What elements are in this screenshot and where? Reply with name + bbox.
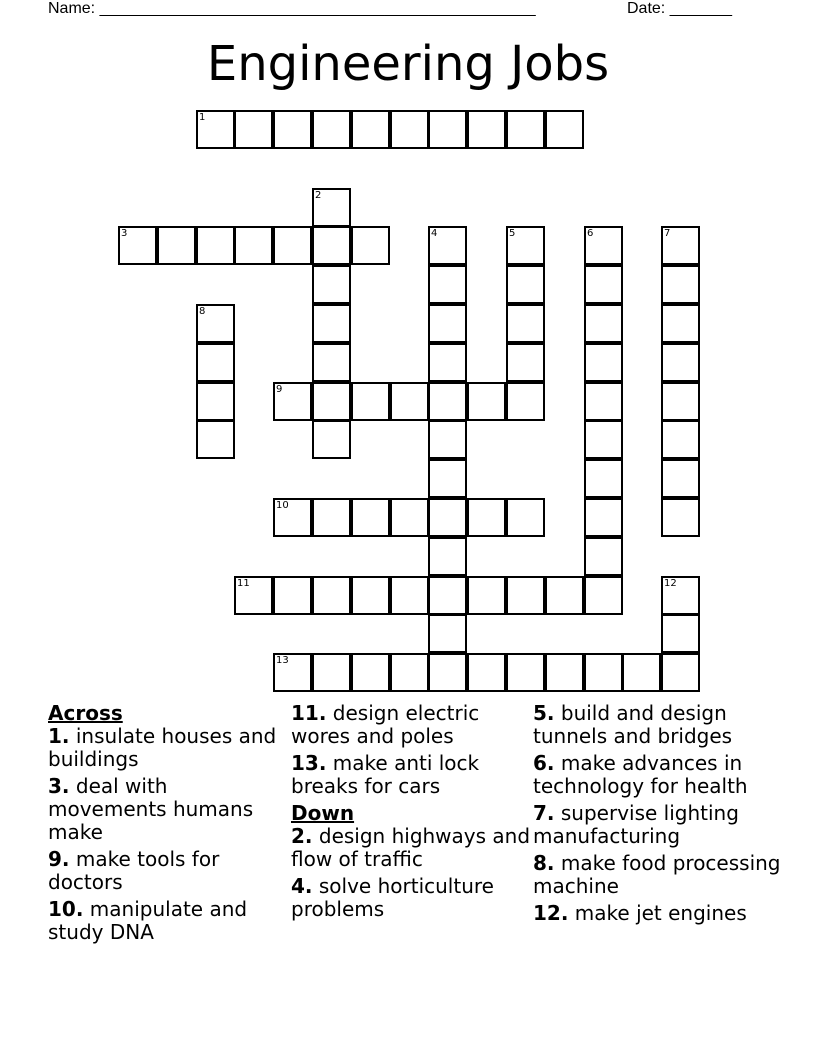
grid-cell[interactable] xyxy=(661,459,700,498)
clues-column-2 xyxy=(291,702,531,925)
grid-cell[interactable] xyxy=(351,226,390,265)
grid-cell[interactable] xyxy=(506,653,545,692)
grid-cell[interactable] xyxy=(506,226,545,265)
grid-cell[interactable] xyxy=(428,537,467,576)
clue-number: 13. xyxy=(291,751,327,775)
grid-cell[interactable] xyxy=(584,420,623,459)
grid-cell[interactable] xyxy=(390,576,429,615)
grid-cell[interactable] xyxy=(428,226,467,265)
grid-cell[interactable] xyxy=(196,382,235,421)
grid-cell[interactable] xyxy=(467,110,506,149)
grid-cell[interactable] xyxy=(196,343,235,382)
grid-cell[interactable] xyxy=(584,382,623,421)
grid-cell[interactable] xyxy=(661,420,700,459)
cell-number: 7 xyxy=(664,228,671,239)
grid-cell[interactable] xyxy=(584,265,623,304)
grid-cell[interactable] xyxy=(196,304,235,343)
page-title: Engineering Jobs xyxy=(206,36,610,92)
clue-across-11 xyxy=(291,702,531,748)
grid-cell[interactable] xyxy=(467,382,506,421)
grid-cell[interactable] xyxy=(661,653,700,692)
grid-cell[interactable] xyxy=(584,304,623,343)
clue-number: 4. xyxy=(291,874,313,898)
grid-cell[interactable] xyxy=(312,226,351,265)
grid-cell[interactable] xyxy=(428,382,467,421)
clue-number: 7. xyxy=(533,801,555,825)
clue-down-7 xyxy=(533,802,783,848)
grid-cell[interactable] xyxy=(584,343,623,382)
clue-text: make food processing machine xyxy=(533,851,781,898)
grid-cell[interactable] xyxy=(661,265,700,304)
clue-number: 11. xyxy=(291,701,327,725)
clue-text: build and design tunnels and bridges xyxy=(533,701,733,748)
grid-cell[interactable] xyxy=(428,653,467,692)
grid-cell[interactable] xyxy=(273,226,312,265)
grid-cell[interactable] xyxy=(118,226,157,265)
clue-number: 3. xyxy=(48,774,70,798)
clue-down-6 xyxy=(533,752,783,798)
grid-cell[interactable] xyxy=(157,226,196,265)
clues-column-1 xyxy=(48,702,288,948)
grid-cell[interactable] xyxy=(234,110,273,149)
cell-number: 8 xyxy=(199,306,206,317)
grid-cell[interactable] xyxy=(661,382,700,421)
grid-cell[interactable] xyxy=(467,498,506,537)
cell-number: 12 xyxy=(664,578,677,589)
grid-cell[interactable] xyxy=(390,653,429,692)
clue-text: insulate houses and buildings xyxy=(48,724,277,771)
grid-cell[interactable] xyxy=(428,265,467,304)
clue-text: manipulate and study DNA xyxy=(48,897,248,944)
cell-number: 13 xyxy=(276,655,289,666)
grid-cell[interactable] xyxy=(390,110,429,149)
grid-cell[interactable] xyxy=(234,576,273,615)
clue-across-3 xyxy=(48,775,288,844)
clue-number: 12. xyxy=(533,901,569,925)
cell-number: 3 xyxy=(121,228,128,239)
grid-cell[interactable] xyxy=(273,653,312,692)
grid-cell[interactable] xyxy=(506,343,545,382)
grid-cell[interactable] xyxy=(351,576,390,615)
grid-cell[interactable] xyxy=(312,110,351,149)
grid-cell[interactable] xyxy=(506,110,545,149)
grid-cell[interactable] xyxy=(273,382,312,421)
grid-cell[interactable] xyxy=(428,498,467,537)
grid-cell[interactable] xyxy=(312,653,351,692)
grid-cell[interactable] xyxy=(584,537,623,576)
cell-number: 2 xyxy=(315,190,322,201)
grid-cell[interactable] xyxy=(390,382,429,421)
grid-cell[interactable] xyxy=(428,576,467,615)
clue-text: make jet engines xyxy=(574,901,747,925)
clue-text: solve horticulture problems xyxy=(291,874,494,921)
grid-cell[interactable] xyxy=(428,304,467,343)
clue-number: 1. xyxy=(48,724,70,748)
grid-cell[interactable] xyxy=(428,459,467,498)
cell-number: 6 xyxy=(587,228,594,239)
grid-cell[interactable] xyxy=(273,110,312,149)
grid-cell[interactable] xyxy=(661,614,700,653)
grid-cell[interactable] xyxy=(584,226,623,265)
grid-cell[interactable] xyxy=(312,382,351,421)
cell-number: 5 xyxy=(509,228,516,239)
grid-cell[interactable] xyxy=(312,576,351,615)
across-heading: Across xyxy=(48,701,123,725)
clues-column-3 xyxy=(533,702,783,929)
clue-down-4 xyxy=(291,875,531,921)
clue-across-13 xyxy=(291,752,531,798)
grid-cell[interactable] xyxy=(273,498,312,537)
grid-cell[interactable] xyxy=(661,498,700,537)
cell-number: 10 xyxy=(276,500,289,511)
grid-cell[interactable] xyxy=(428,420,467,459)
grid-cell[interactable] xyxy=(312,265,351,304)
grid-cell[interactable] xyxy=(506,382,545,421)
grid-cell[interactable] xyxy=(506,576,545,615)
grid-cell[interactable] xyxy=(467,576,506,615)
clue-across-1 xyxy=(48,725,288,771)
clue-text: make anti lock breaks for cars xyxy=(291,751,480,798)
clue-number: 5. xyxy=(533,701,555,725)
grid-cell[interactable] xyxy=(312,498,351,537)
clue-down-12 xyxy=(533,902,783,925)
grid-cell[interactable] xyxy=(506,304,545,343)
grid-cell[interactable] xyxy=(312,420,351,459)
grid-cell[interactable] xyxy=(584,576,623,615)
grid-cell[interactable] xyxy=(273,576,312,615)
down-heading: Down xyxy=(291,801,355,825)
clue-text: make tools for doctors xyxy=(48,847,220,894)
grid-cell[interactable] xyxy=(467,653,506,692)
grid-cell[interactable] xyxy=(196,226,235,265)
clue-across-10 xyxy=(48,898,288,944)
grid-cell[interactable] xyxy=(312,304,351,343)
clue-text: deal with movements humans make xyxy=(48,774,254,844)
grid-cell[interactable] xyxy=(390,498,429,537)
grid-cell[interactable] xyxy=(661,343,700,382)
clue-down-5 xyxy=(533,702,783,748)
date-field-label[interactable]: Date: _______ xyxy=(627,0,732,17)
grid-cell[interactable] xyxy=(584,653,623,692)
grid-cell[interactable] xyxy=(545,576,584,615)
clue-down-2 xyxy=(291,825,531,871)
name-field-label[interactable]: Name: _________________________________________________ xyxy=(48,0,536,17)
clue-text: make advances in technology for health xyxy=(533,751,748,798)
clue-text: supervise lighting manufacturing xyxy=(533,801,739,848)
grid-cell[interactable] xyxy=(351,653,390,692)
grid-cell[interactable] xyxy=(661,304,700,343)
clue-down-8 xyxy=(533,852,783,898)
grid-cell[interactable] xyxy=(351,382,390,421)
clue-number: 6. xyxy=(533,751,555,775)
clue-text: design electric wores and poles xyxy=(291,701,480,748)
grid-cell[interactable] xyxy=(312,343,351,382)
grid-cell[interactable] xyxy=(622,653,661,692)
grid-cell[interactable] xyxy=(234,226,273,265)
grid-cell[interactable] xyxy=(428,343,467,382)
grid-cell[interactable] xyxy=(428,614,467,653)
grid-cell[interactable] xyxy=(545,110,584,149)
grid-cell[interactable] xyxy=(312,188,351,227)
grid-cell[interactable] xyxy=(351,110,390,149)
grid-cell[interactable] xyxy=(506,498,545,537)
grid-cell[interactable] xyxy=(506,265,545,304)
clue-across-9 xyxy=(48,848,288,894)
clue-number: 9. xyxy=(48,847,70,871)
clue-number: 10. xyxy=(48,897,84,921)
grid-cell[interactable] xyxy=(196,420,235,459)
cell-number: 11 xyxy=(237,578,250,589)
grid-cell[interactable] xyxy=(661,226,700,265)
clue-number: 8. xyxy=(533,851,555,875)
grid-cell[interactable] xyxy=(196,110,235,149)
cell-number: 1 xyxy=(199,112,206,123)
grid-cell[interactable] xyxy=(428,110,467,149)
cell-number: 9 xyxy=(276,384,283,395)
grid-cell[interactable] xyxy=(584,459,623,498)
grid-cell[interactable] xyxy=(351,498,390,537)
grid-cell[interactable] xyxy=(545,653,584,692)
grid-cell[interactable] xyxy=(661,576,700,615)
cell-number: 4 xyxy=(431,228,438,239)
clue-text: design highways and flow of traffic xyxy=(291,824,531,871)
clue-number: 2. xyxy=(291,824,313,848)
grid-cell[interactable] xyxy=(584,498,623,537)
